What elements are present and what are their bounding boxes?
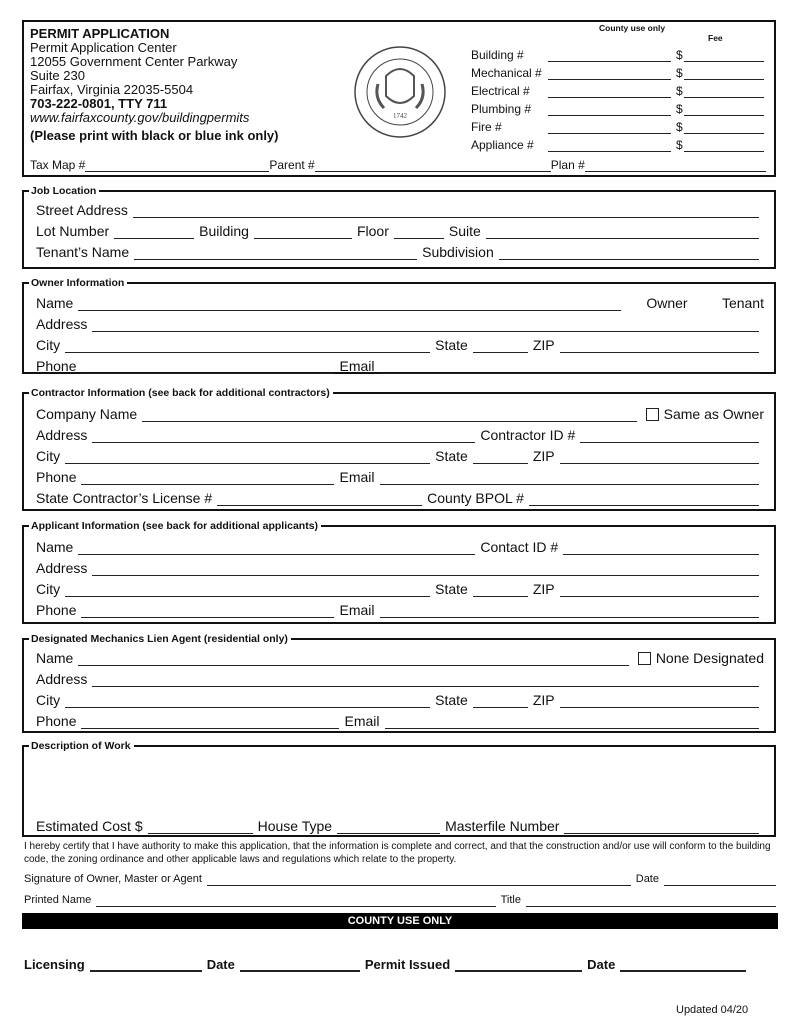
tax-map-field[interactable] [85,159,269,172]
header-box [22,20,776,177]
state-field[interactable] [473,451,528,464]
none-designated-checkbox[interactable] [638,652,651,665]
county-use-bar: COUNTY USE ONLY [22,913,778,929]
zip-field[interactable] [560,584,759,597]
permit-label: Fire # [471,120,502,134]
company-label: Company Name [36,406,138,422]
estimated-cost-label: Estimated Cost $ [36,818,143,834]
address-field[interactable] [92,319,759,332]
name-label: Name [36,539,74,555]
masterfile-label: Masterfile Number [445,818,560,834]
dollar-sign: $ [676,84,683,98]
permit-issued-field[interactable] [455,959,582,972]
certification-text: I hereby certify that I have authority to make this application, that the information is complete and correct, and that the construction and/or use will conform to the building code, the zoning ordinance and other applicable laws and regulations which relate to the property. [24,841,771,865]
website-link[interactable]: www.fairfaxcounty.gov/buildingpermits [30,110,250,125]
fee-field[interactable] [684,139,764,152]
permit-label: Appliance # [471,138,534,152]
address-label: Address [36,671,88,687]
lot-field[interactable] [114,226,194,239]
field-row [36,601,764,618]
licensing-label: Licensing [24,957,85,972]
contractor-id-label: Contractor ID # [480,427,576,443]
address-line: 12055 Government Center Parkway [30,54,238,69]
contact-id-field[interactable] [563,542,759,555]
description-section [22,740,776,837]
field-row [36,315,764,332]
licensing-field[interactable] [90,959,202,972]
field-row [36,336,764,353]
office-address [30,41,279,143]
email-field[interactable] [380,605,760,618]
none-designated-label: None Designated [655,650,764,666]
field-row [36,405,764,422]
county-seal-icon [352,44,448,140]
email-field[interactable] [380,472,760,485]
bpol-label: County BPOL # [427,490,524,506]
permit-label: Building # [471,48,524,62]
fee-field[interactable] [684,67,764,80]
address-line: Suite 230 [30,68,85,83]
state-field[interactable] [473,584,528,597]
dollar-sign: $ [676,138,683,152]
estimated-cost-field[interactable] [148,821,253,834]
phone-label: Phone [36,358,77,374]
contractor-section [22,387,776,511]
fee-label: Fee [708,33,723,43]
tax-map-label: Tax Map # [30,158,86,172]
field-row [36,489,764,506]
field-row [36,243,764,260]
city-field[interactable] [65,451,430,464]
signature-row [24,872,776,886]
licensing-date-field[interactable] [240,959,360,972]
dollar-sign: $ [676,102,683,116]
zip-label: ZIP [532,692,555,708]
field-row [36,559,764,576]
field-row [36,691,764,708]
tenant-field[interactable] [134,247,417,260]
name-label: Name [36,650,74,666]
address-label: Address [36,427,88,443]
date-label: Date [635,873,659,885]
phone-field[interactable] [81,472,334,485]
permit-row [471,98,769,116]
field-row [36,649,764,666]
address-line: Permit Application Center [30,40,177,55]
phone-label: Phone [36,469,77,485]
printed-name-row [24,893,776,907]
suite-field[interactable] [486,226,759,239]
address-label: Address [36,560,88,576]
fee-field[interactable] [684,121,764,134]
page-title: PERMIT APPLICATION [30,26,170,41]
section-legend: Job Location [28,183,99,199]
contractor-id-field[interactable] [580,430,759,443]
permit-number-field[interactable] [548,85,671,98]
name-field[interactable] [78,653,628,666]
building-field[interactable] [254,226,352,239]
permit-number-field[interactable] [548,121,671,134]
svg-text:1742: 1742 [393,112,407,120]
field-row [36,201,764,218]
email-label: Email [344,713,380,729]
parent-field[interactable] [315,159,551,172]
house-type-field[interactable] [337,821,440,834]
zip-field[interactable] [560,695,759,708]
name-field[interactable] [78,542,475,555]
plan-field[interactable] [585,159,766,172]
section-legend: Description of Work [28,738,134,754]
parent-label: Parent # [269,158,315,172]
masterfile-field[interactable] [564,821,759,834]
permit-label: Plumbing # [471,102,532,116]
city-field[interactable] [65,584,430,597]
phone-field[interactable] [81,361,334,374]
signature-label: Signature of Owner, Master or Agent [24,873,202,885]
address-field[interactable] [92,674,759,687]
phone-number: 703-222-0801, TTY 711 [30,96,168,111]
lien-agent-section [22,633,776,733]
city-field[interactable] [65,695,430,708]
street-label: Street Address [36,202,128,218]
zip-label: ZIP [532,581,555,597]
state-label: State [435,337,468,353]
county-use-row [24,957,751,972]
city-label: City [36,337,61,353]
floor-field[interactable] [394,226,444,239]
email-field[interactable] [385,716,760,729]
email-label: Email [339,602,375,618]
lot-label: Lot Number [36,223,110,239]
city-label: City [36,692,61,708]
title-field[interactable] [526,894,776,907]
date-label: Date [587,957,616,972]
ink-note: (Please print with black or blue ink only) [30,128,279,143]
permit-numbers [471,44,769,152]
signature-field[interactable] [207,873,631,886]
zip-label: ZIP [532,448,555,464]
phone-label: Phone [36,602,77,618]
permit-number-field[interactable] [548,49,671,62]
field-row [36,426,764,443]
section-legend: Designated Mechanics Lien Agent (residential only) [28,631,291,647]
zip-field[interactable] [560,340,759,353]
suite-label: Suite [448,223,481,239]
field-row [36,712,764,729]
address-field[interactable] [92,563,759,576]
bpol-field[interactable] [529,493,759,506]
state-label: State [435,448,468,464]
permit-row [471,80,769,98]
fee-field[interactable] [684,49,764,62]
permit-label: Electrical # [471,84,530,98]
permit-row [471,116,769,134]
plan-label: Plan # [550,158,585,172]
license-label: State Contractor’s License # [36,490,213,506]
date-label: Date [206,957,235,972]
dollar-sign: $ [676,120,683,134]
same-as-owner-checkbox[interactable] [646,408,659,421]
tax-map-row [30,158,766,172]
title-label: Title [500,894,521,906]
field-row [36,222,764,239]
house-type-label: House Type [257,818,333,834]
field-row [36,538,764,555]
description-field[interactable] [28,757,770,813]
phone-label: Phone [36,713,77,729]
contact-id-label: Contact ID # [480,539,559,555]
field-row [36,294,764,311]
dollar-sign: $ [676,48,683,62]
field-row [36,817,764,834]
updated-date: Updated 04/20 [676,1004,749,1016]
permit-row [471,44,769,62]
field-row [36,357,764,374]
state-field[interactable] [473,340,528,353]
name-label: Name [36,295,74,311]
city-field[interactable] [65,340,430,353]
same-as-owner-label: Same as Owner [663,406,764,422]
section-legend: Owner Information [28,275,127,291]
field-row [36,447,764,464]
applicant-section [22,520,776,624]
issued-date-field[interactable] [620,959,746,972]
city-label: City [36,581,61,597]
company-field[interactable] [142,409,636,422]
city-label: City [36,448,61,464]
building-label: Building [199,223,249,239]
address-line: Fairfax, Virginia 22035-5504 [30,82,194,97]
printed-name-field[interactable] [96,894,495,907]
printed-name-label: Printed Name [24,894,92,906]
license-field[interactable] [217,493,422,506]
field-row [36,670,764,687]
job-location-section [22,185,776,269]
owner-option[interactable]: Owner [646,295,688,311]
permit-row [471,62,769,80]
permit-number-field[interactable] [548,103,671,116]
permit-number-field[interactable] [548,67,671,80]
address-label: Address [36,316,88,332]
permit-row [471,134,769,152]
permit-number-field[interactable] [548,139,671,152]
section-legend: Applicant Information (see back for additional applicants) [28,518,321,534]
street-field[interactable] [133,205,759,218]
date-field[interactable] [664,873,776,886]
name-field[interactable] [78,298,621,311]
permit-label: Mechanical # [471,66,542,80]
fee-field[interactable] [684,85,764,98]
state-label: State [435,692,468,708]
zip-label: ZIP [532,337,555,353]
address-field[interactable] [92,430,475,443]
email-label: Email [339,358,375,374]
fee-field[interactable] [684,103,764,116]
section-legend: Contractor Information (see back for additional contractors) [28,385,333,401]
state-label: State [435,581,468,597]
county-use-label: County use only [599,23,666,33]
owner-section [22,277,776,374]
field-row [36,580,764,597]
tenant-option[interactable]: Tenant [721,295,764,311]
state-field[interactable] [473,695,528,708]
phone-field[interactable] [81,716,339,729]
subdivision-label: Subdivision [422,244,494,260]
email-label: Email [339,469,375,485]
email-field[interactable] [380,361,760,374]
phone-field[interactable] [81,605,334,618]
zip-field[interactable] [560,451,759,464]
floor-label: Floor [356,223,389,239]
subdivision-field[interactable] [499,247,759,260]
dollar-sign: $ [676,66,683,80]
tenant-label: Tenant’s Name [36,244,130,260]
field-row [36,468,764,485]
permit-issued-label: Permit Issued [364,957,451,972]
